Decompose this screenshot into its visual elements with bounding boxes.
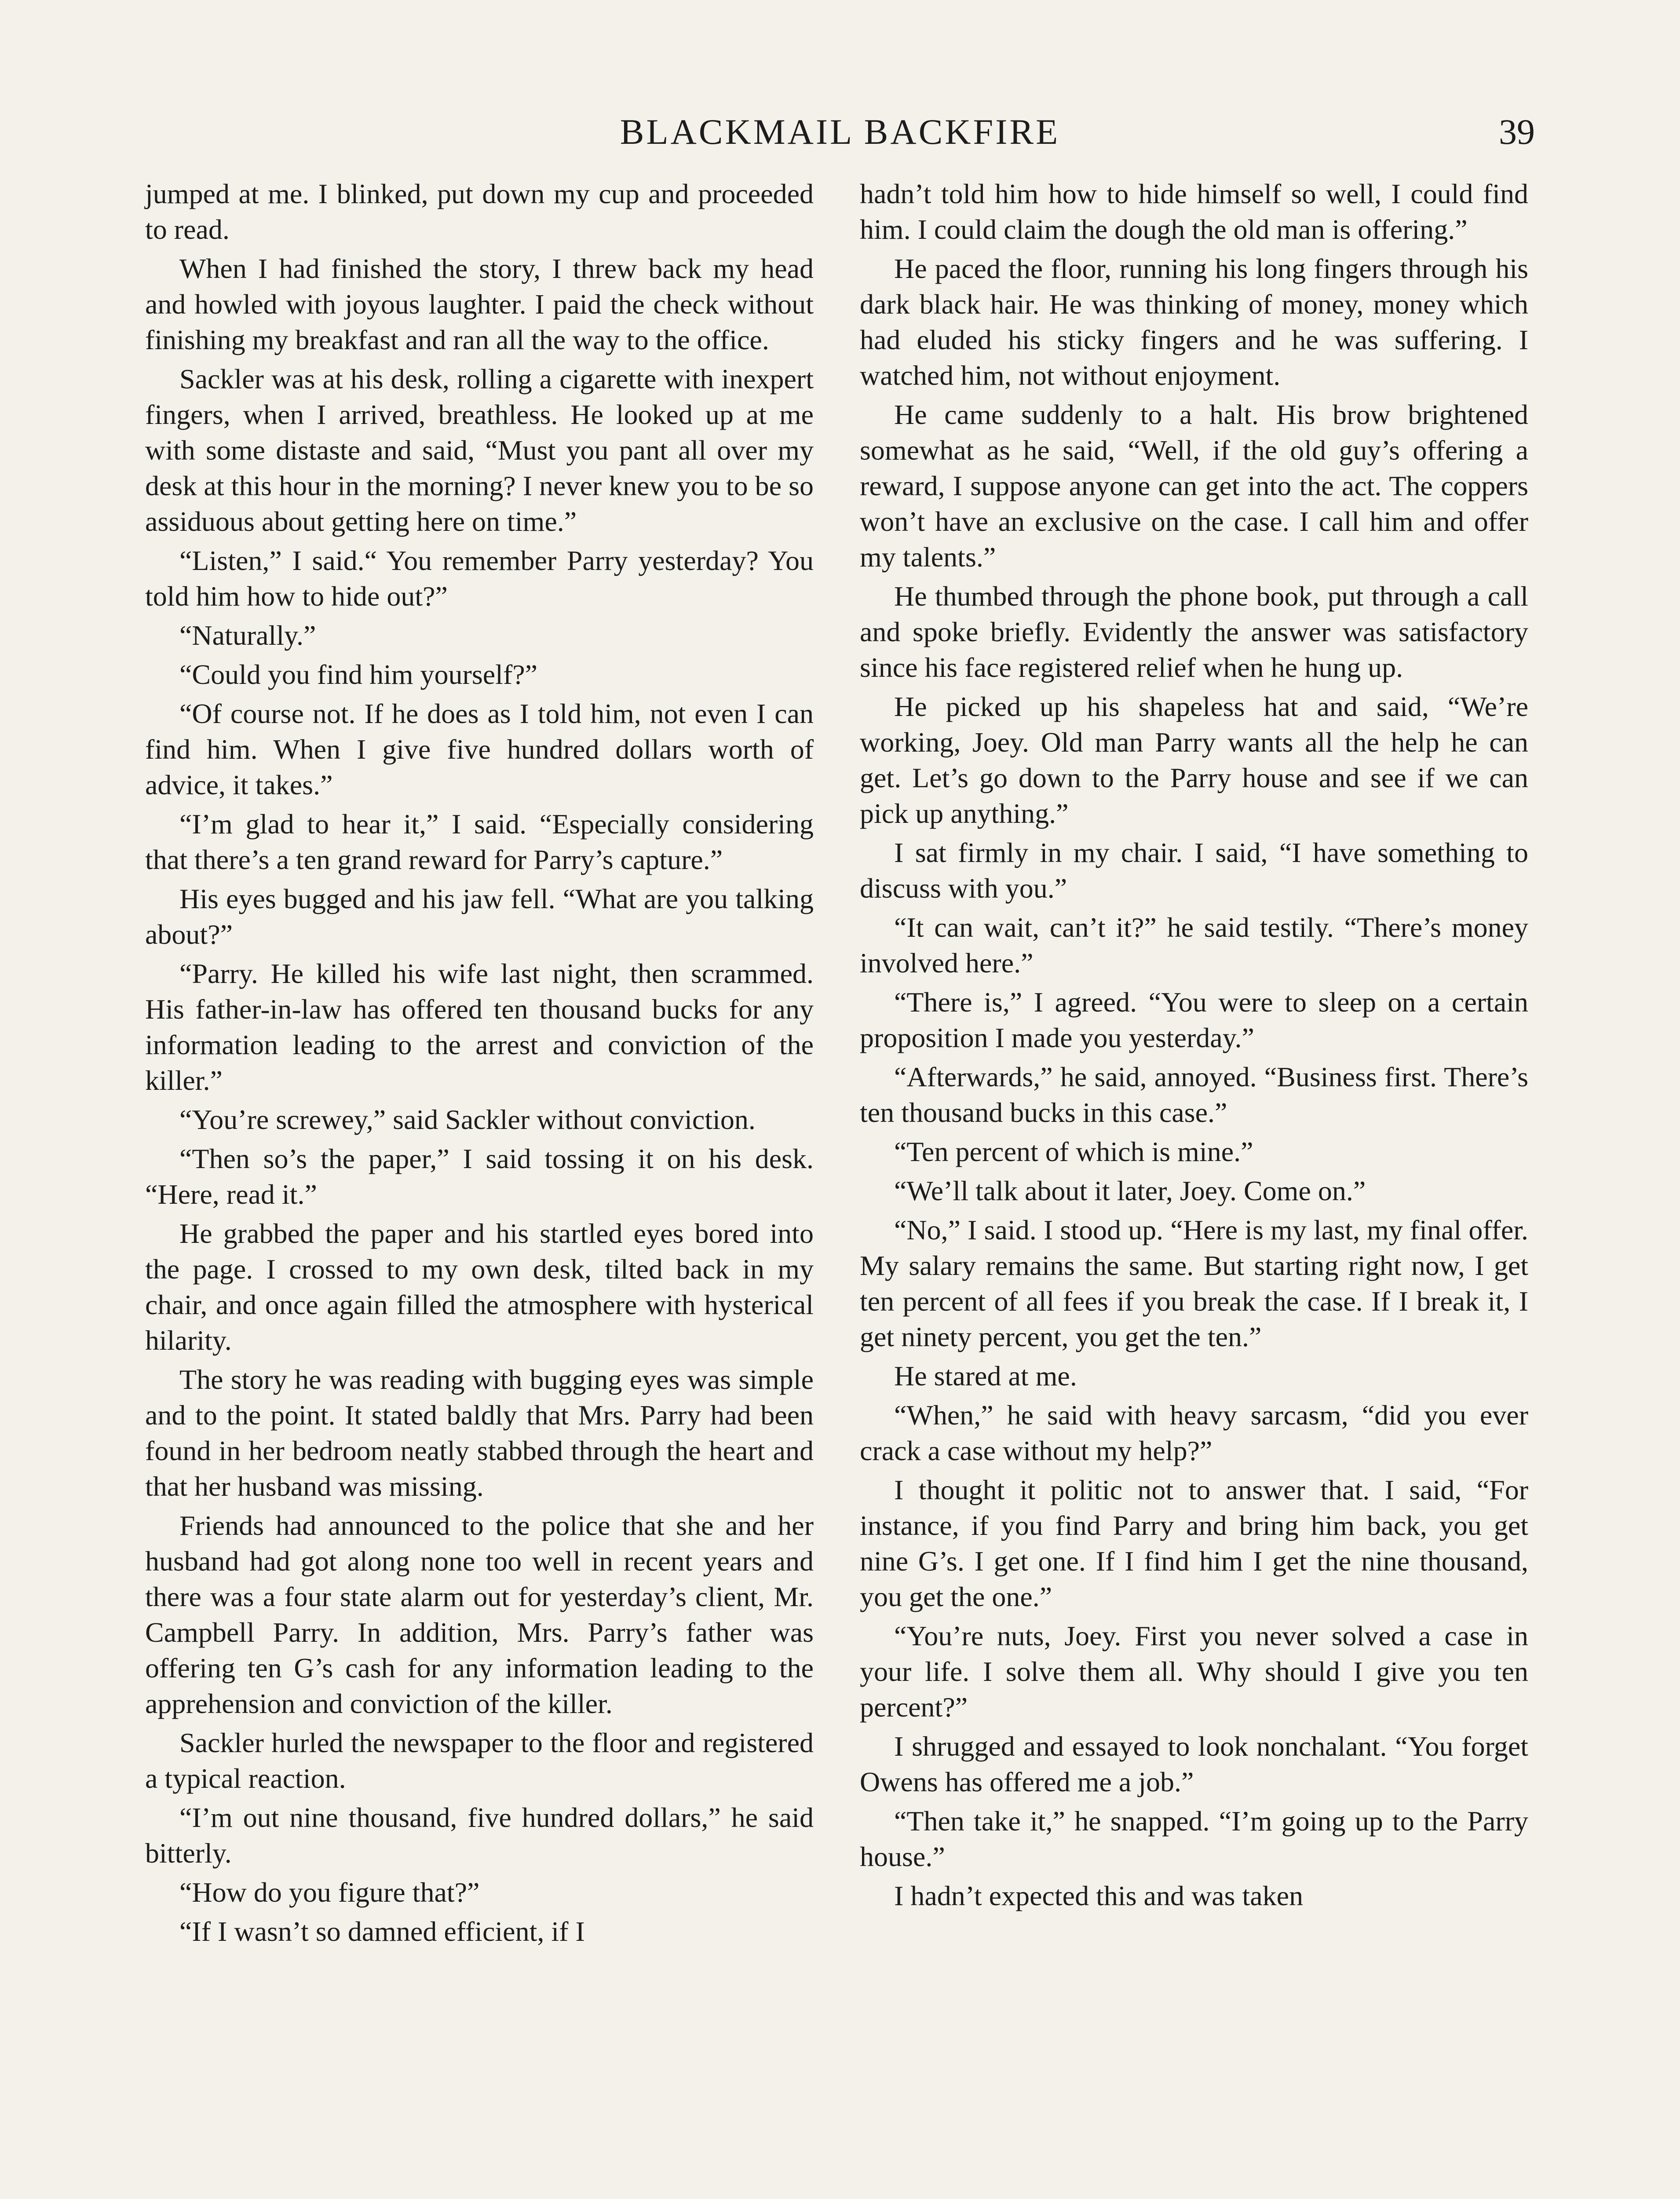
paragraph: “Naturally.” [179,620,316,651]
paragraph: I shrugged and essayed to look nonchalant. “You forget Owens has offered me a job.” [860,1731,1528,1797]
paragraph: “How do you figure that?” [179,1877,480,1908]
paragraph: I hadn’t expected this and was taken [894,1880,1304,1911]
paragraph: “No,” I said. I stood up. “Here is my last, my final offer. My salary remains the same. But starting right now, I get ten percent of all fees if you break the case. If I break it, I get ninety percent, you get the ten.” [860,1214,1528,1352]
left-text-column [145,176,814,1953]
paragraph: The story he was reading with bugging eyes was simple and to the point. It stated baldly that Mrs. Parry had been found in her bedroom neatly stabbed through the heart and that her husband was missing. [145,1364,814,1502]
page-header [145,108,1535,165]
paragraph: “We’ll talk about it later, Joey. Come on.” [894,1175,1366,1206]
paragraph: He came suddenly to a halt. His brow brightened somewhat as he said, “Well, if the old guy’s offering a reward, I suppose anyone can get into the act. The coppers won’t have an exclusive on the case. I call him and offer my talents.” [860,399,1528,573]
paragraph: “If I wasn’t so damned efficient, if I [179,1916,585,1947]
paragraph: He picked up his shapeless hat and said, “We’re working, Joey. Old man Parry wants all the help he can get. Let’s go down to the Parry house and see if we can pick up anything.” [860,691,1528,829]
paragraph: Sackler hurled the newspaper to the floor and registered a typical reaction. [145,1727,814,1794]
paragraph: hadn’t told him how to hide himself so well, I could find him. I could claim the dough the old man is offering.” [860,178,1528,245]
page-number: 39 [1499,112,1535,152]
paragraph: jumped at me. I blinked, put down my cup and proceeded to read. [145,178,814,245]
paragraph: I thought it politic not to answer that. I said, “For instance, if you find Parry and bring him back, you get nine G’s. I get one. If I find him I get the nine thousand, you get the one.” [860,1474,1528,1612]
paragraph: “I’m glad to hear it,” I said. “Especially considering that there’s a ten grand reward for Parry’s capture.” [145,808,814,875]
paragraph: “Then take it,” he snapped. “I’m going up to the Parry house.” [860,1805,1528,1872]
paragraph: “Afterwards,” he said, annoyed. “Business first. There’s ten thousand bucks in this case.” [860,1061,1528,1128]
paragraph: Sackler was at his desk, rolling a cigarette with inexpert fingers, when I arrived, breathless. He looked up at me with some distaste and said, “Must you pant all over my desk at this hour in the morning? I never knew you to be so assiduous about getting here on time.” [145,363,814,537]
paragraph: “Could you find him yourself?” [179,659,538,690]
paragraph: “You’re screwey,” said Sackler without conviction. [179,1104,756,1135]
paragraph: “Parry. He killed his wife last night, then scrammed. His father-in-law has offered ten thousand bucks for any information leading to the arrest and conviction of the killer.” [145,958,814,1096]
paragraph: I sat firmly in my chair. I said, “I have something to discuss with you.” [860,837,1528,904]
paragraph: He paced the floor, running his long fingers through his dark black hair. He was thinking of money, money which had eluded his sticky fingers and he was suffering. I watched him, not without enjoyment. [860,253,1528,391]
paragraph: “Then so’s the paper,” I said tossing it on his desk. “Here, read it.” [145,1143,814,1210]
running-title: BLACKMAIL BACKFIRE [620,112,1060,152]
right-text-column [860,176,1528,1917]
paragraph: He stared at me. [894,1360,1077,1392]
paragraph: “Listen,” I said.“ You remember Parry yesterday? You told him how to hide out?” [145,545,814,612]
paragraph: “Ten percent of which is mine.” [894,1136,1253,1167]
paragraph: “Of course not. If he does as I told him, not even I can find him. When I give five hundred dollars worth of advice, it takes.” [145,698,814,800]
paragraph: “When,” he said with heavy sarcasm, “did you ever crack a case without my help?” [860,1399,1528,1466]
paragraph: He thumbed through the phone book, put through a call and spoke briefly. Evidently the answer was satisfactory since his face registered relief when he hung up. [860,581,1528,683]
paragraph: When I had finished the story, I threw back my head and howled with joyous laughter. I paid the check without finishing my breakfast and ran all the way to the office. [145,253,814,355]
paragraph: “I’m out nine thousand, five hundred dollars,” he said bitterly. [145,1802,814,1869]
paragraph: Friends had announced to the police that she and her husband had got along none too well in recent years and there was a four state alarm out for yesterday’s client, Mr. Campbell Parry. In addition, Mrs. Parry’s father was offering ten G’s cash for any information leading to the apprehension and conviction of the killer. [145,1510,814,1719]
paragraph: “You’re nuts, Joey. First you never solved a case in your life. I solve them all. Why should I give you ten percent?” [860,1620,1528,1723]
paragraph: “It can wait, can’t it?” he said testily. “There’s money involved here.” [860,912,1528,979]
paragraph: His eyes bugged and his jaw fell. “What are you talking about?” [145,883,814,950]
paragraph: He grabbed the paper and his startled eyes bored into the page. I crossed to my own desk, tilted back in my chair, and once again filled the atmosphere with hysterical hilarity. [145,1218,814,1356]
paragraph: “There is,” I agreed. “You were to sleep on a certain proposition I made you yesterday.” [860,986,1528,1053]
